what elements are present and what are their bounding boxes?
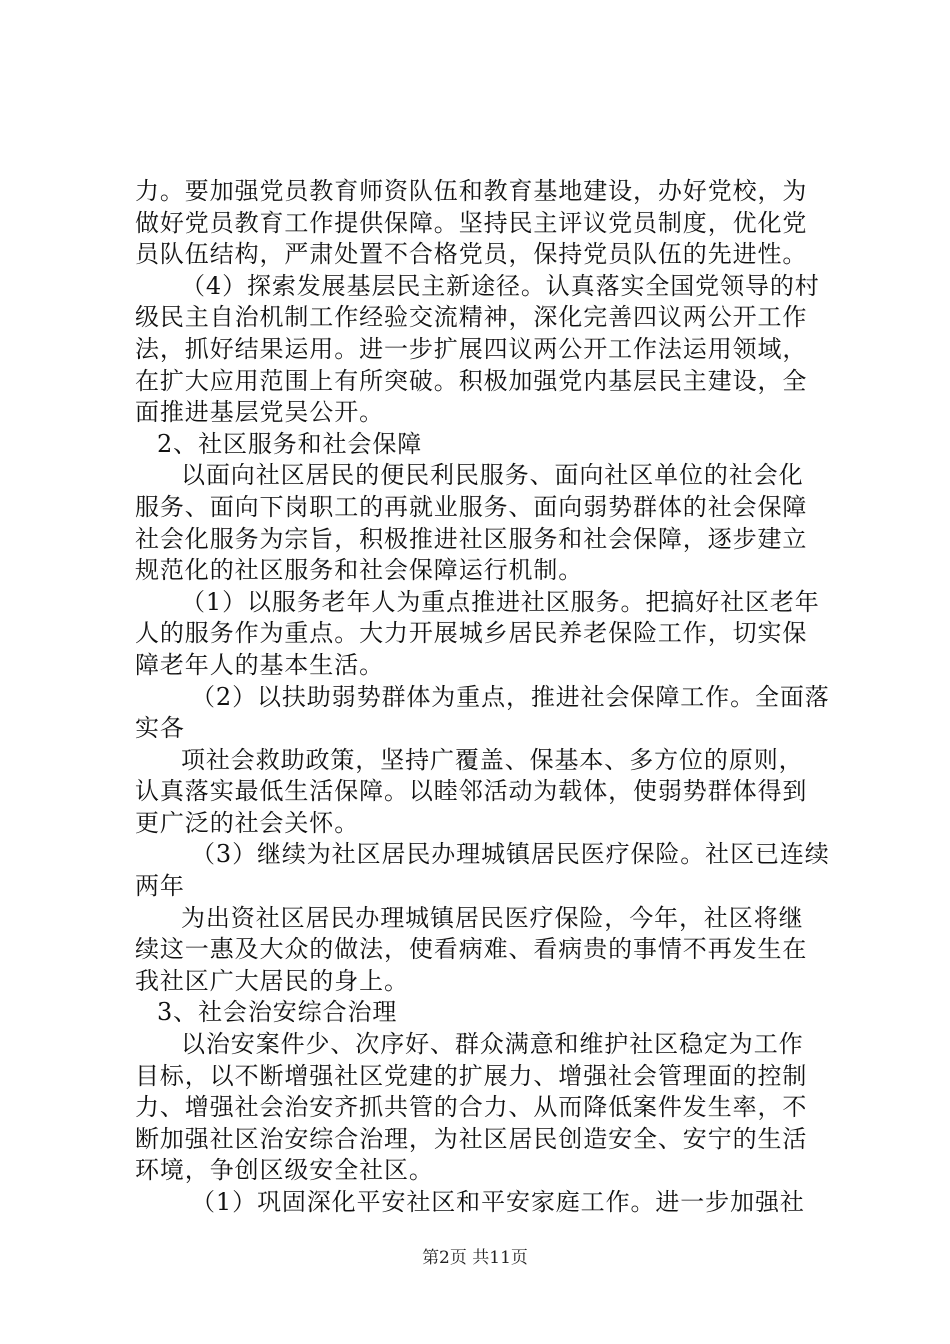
text-line: 实各 [135, 714, 185, 743]
text-line: 我社区广大居民的身上。 [135, 966, 409, 995]
text-line: 社会化服务为宗旨，积极推进社区服务和社会保障，逐步建立 [135, 524, 808, 553]
text-line: 环境，争创区级安全社区。 [135, 1156, 434, 1185]
text-line: 在扩大应用范围上有所突破。积极加强党内基层民主建设，全 [135, 366, 808, 395]
text-line: 力。要加强党员教育师资队伍和教育基地建设，办好党校，为 [135, 177, 808, 205]
text-line: 两年 [135, 872, 185, 901]
text-line: 认真落实最低生活保障。以睦邻活动为载体，使弱势群体得到 [135, 777, 808, 806]
text-line: 以面向社区居民的便民利民服务、面向社区单位的社会化 [181, 461, 804, 490]
text-line: 面推进基层党吴公开。 [135, 398, 384, 427]
page-footer: 第2页 共11页 [422, 1248, 528, 1268]
text-line: （3）继续为社区居民办理城镇居民医疗保险。社区已连续 [191, 840, 830, 869]
text-line: 更广泛的社会关怀。 [135, 808, 360, 837]
text-line: 目标，以不断增强社区党建的扩展力、增强社会管理面的控制 [135, 1061, 808, 1090]
text-line: 员队伍结构，严肃处置不合格党员，保持党员队伍的先进性。 [135, 240, 808, 269]
text-line: 级民主自治机制工作经验交流精神，深化完善四议两公开工作 [135, 303, 808, 332]
text-line: 续这一惠及大众的做法，使看病难、看病贵的事情不再发生在 [135, 935, 808, 964]
text-line: 断加强社区治安综合治理，为社区居民创造安全、安宁的生活 [135, 1124, 808, 1153]
text-line: 法，抓好结果运用。进一步扩展四议两公开工作法运用领域， [135, 334, 808, 363]
text-line: 人的服务作为重点。大力开展城乡居民养老保险工作，切实保 [135, 619, 808, 648]
text-line: 规范化的社区服务和社会保障运行机制。 [135, 556, 584, 585]
text-line: 项社会救助政策，坚持广覆盖、保基本、多方位的原则， [181, 745, 804, 774]
text-line: 以治安案件少、次序好、群众满意和维护社区稳定为工作 [181, 1030, 804, 1059]
text-line: （4）探索发展基层民主新途径。认真落实全国党领导的村 [181, 271, 820, 300]
section-heading: 3、社会治安综合治理 [157, 998, 398, 1027]
text-line: 障老年人的基本生活。 [135, 650, 384, 679]
text-line: 服务、面向下岗职工的再就业服务、面向弱势群体的社会保障 [135, 492, 808, 521]
text-line: （1）巩固深化平安社区和平安家庭工作。进一步加强社 [191, 1188, 805, 1216]
text-line: 力、增强社会治安齐抓共管的合力、从而降低案件发生率，不 [135, 1093, 808, 1122]
text-line: 做好党员教育工作提供保障。坚持民主评议党员制度，优化党 [135, 208, 808, 237]
text-line: （2）以扶助弱势群体为重点，推进社会保障工作。全面落 [191, 682, 830, 711]
text-line: 为出资社区居民办理城镇居民医疗保险，今年，社区将继 [181, 903, 804, 932]
text-line: （1）以服务老年人为重点推进社区服务。把搞好社区老年 [181, 587, 820, 616]
section-heading: 2、社区服务和社会保障 [157, 429, 423, 458]
body-text [135, 176, 835, 1219]
